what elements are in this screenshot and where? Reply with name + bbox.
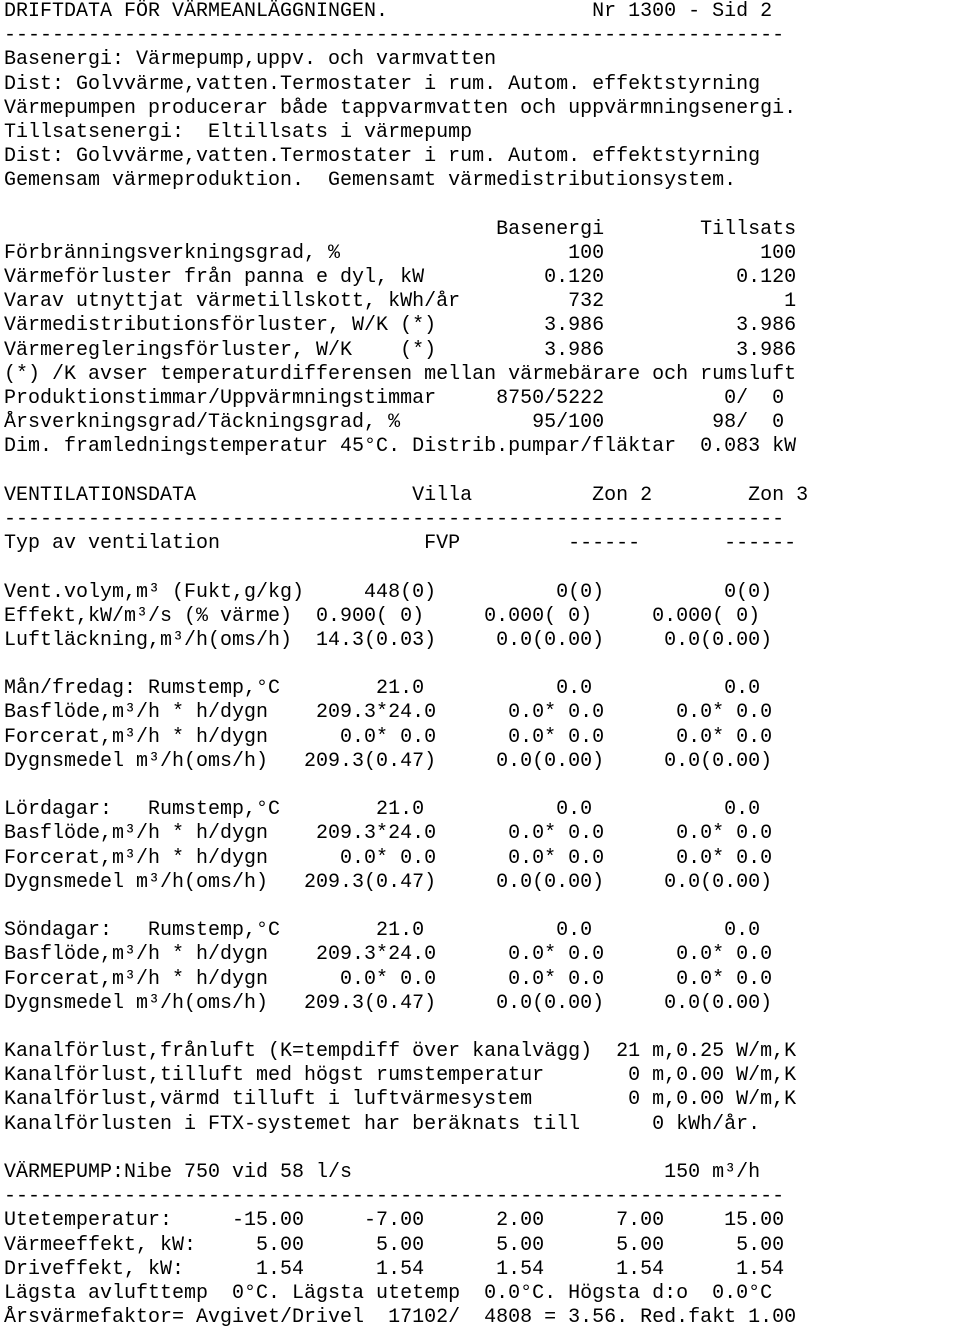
report-text-line: Dist: Golvvärme,vatten.Termostater i rum. Autom. effektstyrning bbox=[4, 145, 761, 169]
ventilation-row: Basflöde,m³/h * h/dygn 209.3*24.0 0.0* 0.0 0.0* 0.0 bbox=[4, 701, 773, 725]
energy-table-row: Värmeförluster från panna e dyl, kW 0.120 0.120 bbox=[4, 266, 797, 290]
duct-loss-line: Kanalförlusten i FTX-systemet har beräknats till 0 kWh/år. bbox=[4, 1112, 761, 1136]
ventilation-row: Forcerat,m³/h * h/dygn 0.0* 0.0 0.0* 0.0 0.0* 0.0 bbox=[4, 967, 773, 991]
ventilation-row: Dygnsmedel m³/h(oms/h) 209.3(0.47) 0.0(0.00) 0.0(0.00) bbox=[4, 870, 773, 894]
ventilation-row: Basflöde,m³/h * h/dygn 209.3*24.0 0.0* 0.0 0.0* 0.0 bbox=[4, 822, 773, 846]
report-text-line: Värmepumpen producerar både tappvarmvatten och uppvärmningsenergi. bbox=[4, 96, 797, 120]
report-text-line: Dim. framledningstemperatur 45°C. Distrib.pumpar/fläktar 0.083 kW bbox=[4, 435, 797, 459]
energy-table-row: Produktionstimmar/Uppvärmningstimmar 8750/5222 0/ 0 bbox=[4, 387, 785, 410]
ventilation-row: Söndagar: Rumstemp,°C 21.0 0.0 0.0 bbox=[4, 919, 761, 943]
ventilation-row: Vent.volym,m³ (Fukt,g/kg) 448(0) 0(0) 0(0) bbox=[4, 580, 773, 604]
ventilation-row: Basflöde,m³/h * h/dygn 209.3*24.0 0.0* 0.0 0.0* 0.0 bbox=[4, 943, 773, 967]
heat-pump-row: Värmeeffekt, kW: 5.00 5.00 5.00 5.00 5.00 bbox=[4, 1233, 785, 1257]
separator-line: ----------------------------------------------------------------- bbox=[4, 507, 785, 531]
duct-loss-line: Kanalförlust,frånluft (K=tempdiff över kanalvägg) 21 m,0.25 W/m,K bbox=[4, 1040, 797, 1064]
heat-pump-row: Lägsta avlufttemp 0°C. Lägsta utetemp 0.0°C. Högsta d:o 0.0°C bbox=[4, 1281, 773, 1305]
blank-line bbox=[4, 556, 960, 580]
ventilation-row: Forcerat,m³/h * h/dygn 0.0* 0.0 0.0* 0.0 0.0* 0.0 bbox=[4, 725, 773, 749]
report-text-line: Basenergi: Värmepump,uppv. och varmvatten bbox=[4, 48, 497, 72]
heat-pump-row: Utetemperatur: -15.00 -7.00 2.00 7.00 15.00 bbox=[4, 1209, 785, 1233]
energy-table-row: Varav utnyttjat värmetillskott, kWh/år 732 1 bbox=[4, 290, 797, 314]
ventilation-row: Typ av ventilation FVP ------ ------ bbox=[4, 532, 797, 556]
energy-table-row: Värmedistributionsförluster, W/K (*) 3.986 3.986 bbox=[4, 314, 797, 338]
report-text-line: Tillsatsenergi: Eltillsats i värmepump bbox=[4, 120, 473, 144]
duct-loss-line: Kanalförlust,tilluft med högst rumstemperatur 0 m,0.00 W/m,K bbox=[4, 1064, 797, 1088]
report-header-line: DRIFTDATA FÖR VÄRMEANLÄGGNINGEN. Nr 1300 - Sid 2 bbox=[4, 0, 773, 23]
ventilation-row: Dygnsmedel m³/h(oms/h) 209.3(0.47) 0.0(0.00) 0.0(0.00) bbox=[4, 749, 773, 773]
ventilation-row: Dygnsmedel m³/h(oms/h) 209.3(0.47) 0.0(0.00) 0.0(0.00) bbox=[4, 991, 773, 1015]
energy-table-row: Värmeregleringsförluster, W/K (*) 3.986 3.986 bbox=[4, 338, 797, 362]
blank-line bbox=[4, 1137, 960, 1161]
heat-pump-row: Driveffekt, kW: 1.54 1.54 1.54 1.54 1.54 bbox=[4, 1257, 785, 1281]
blank-line bbox=[4, 895, 960, 919]
blank-line bbox=[4, 460, 960, 484]
energy-table-row: Årsverkningsgrad/Täckningsgrad, % 95/100 98/ 0 bbox=[4, 411, 785, 435]
blank-line bbox=[4, 194, 960, 218]
ventilation-row: Mån/fredag: Rumstemp,°C 21.0 0.0 0.0 bbox=[4, 677, 761, 701]
ventilation-row: Effekt,kW/m³/s (% värme) 0.900( 0) 0.000( 0) 0.000( 0) bbox=[4, 604, 761, 628]
ventilation-row: Lördagar: Rumstemp,°C 21.0 0.0 0.0 bbox=[4, 798, 761, 822]
blank-line bbox=[4, 774, 960, 798]
heat-pump-section-header: VÄRMEPUMP:Nibe 750 vid 58 l/s 150 m³/h bbox=[4, 1161, 761, 1184]
duct-loss-line: Kanalförlust,värmd tilluft i luftvärmesystem 0 m,0.00 W/m,K bbox=[4, 1088, 797, 1112]
ventilation-row: Forcerat,m³/h * h/dygn 0.0* 0.0 0.0* 0.0 0.0* 0.0 bbox=[4, 846, 773, 870]
blank-line bbox=[4, 653, 960, 677]
footnote-line: (*) /K avser temperaturdifferensen mellan värmebärare och rumsluft bbox=[4, 362, 797, 386]
report-text-line: Dist: Golvvärme,vatten.Termostater i rum. Autom. effektstyrning bbox=[4, 72, 761, 96]
blank-line bbox=[4, 1016, 960, 1040]
separator-line: ----------------------------------------------------------------- bbox=[4, 1185, 785, 1209]
heat-pump-row: Årsvärmefaktor= Avgivet/Drivel 17102/ 4808 = 3.56. Red.fakt 1.00 bbox=[4, 1306, 797, 1330]
ventilation-row: Luftläckning,m³/h(oms/h) 14.3(0.03) 0.0(0.00) 0.0(0.00) bbox=[4, 628, 773, 652]
energy-table-header: Basenergi Tillsats bbox=[4, 217, 797, 241]
report-text-line: Gemensam värmeproduktion. Gemensamt värmedistributionsystem. bbox=[4, 169, 737, 193]
energy-table-row: Förbränningsverkningsgrad, % 100 100 bbox=[4, 241, 797, 265]
separator-line: ----------------------------------------------------------------- bbox=[4, 24, 785, 48]
ventilation-section-header: VENTILATIONSDATA Villa Zon 2 Zon 3 bbox=[4, 483, 809, 507]
